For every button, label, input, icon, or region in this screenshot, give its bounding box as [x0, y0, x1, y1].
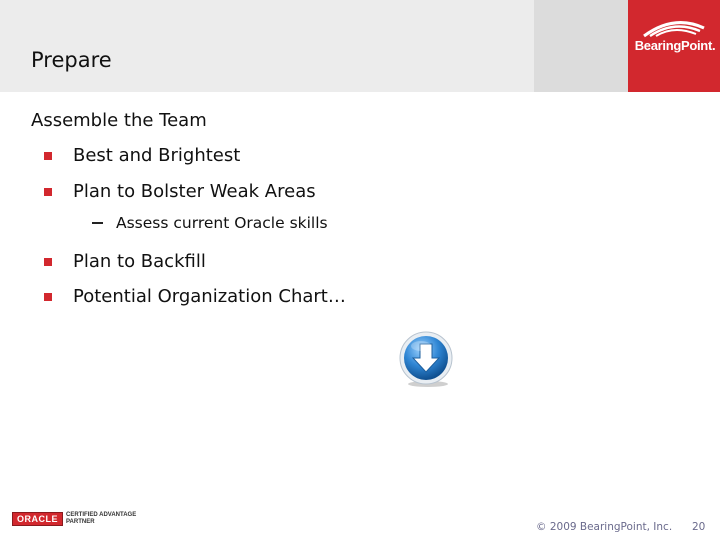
bullet-text: Plan to Backfill	[73, 251, 206, 272]
bearingpoint-logo	[628, 0, 720, 92]
slide-header	[0, 0, 720, 92]
certified-partner-text	[66, 512, 136, 526]
square-bullet-icon	[44, 293, 52, 301]
bullet-item	[44, 145, 240, 166]
oracle-partner-logo	[12, 512, 136, 526]
bullet-text: Plan to Bolster Weak Areas	[73, 181, 316, 202]
square-bullet-icon	[44, 152, 52, 160]
header-band-mid	[534, 0, 628, 92]
bullet-item	[44, 286, 346, 307]
down-arrow-icon[interactable]	[397, 330, 457, 390]
sub-bullet-text: Assess current Oracle skills	[116, 214, 328, 232]
sub-bullet-item	[92, 214, 328, 232]
certified-line-1: CERTIFIED ADVANTAGE	[66, 512, 137, 518]
copyright-text: © 2009 BearingPoint, Inc.	[536, 521, 673, 533]
section-heading: Assemble the Team	[31, 110, 207, 131]
page-number: 20	[692, 521, 706, 533]
brand-name: BearingPoint.	[634, 38, 716, 53]
square-bullet-icon	[44, 258, 52, 266]
oracle-badge: ORACLE	[12, 512, 63, 526]
square-bullet-icon	[44, 188, 52, 196]
bullet-item	[44, 251, 206, 272]
dash-bullet-icon	[92, 222, 103, 224]
bullet-item	[44, 181, 316, 202]
bullet-text: Potential Organization Chart…	[73, 286, 346, 307]
header-band-light	[0, 0, 534, 92]
logo-arcs-icon	[640, 14, 708, 38]
certified-line-2: PARTNER	[66, 519, 95, 525]
page-title: Prepare	[31, 48, 112, 72]
bullet-text: Best and Brightest	[73, 145, 241, 166]
